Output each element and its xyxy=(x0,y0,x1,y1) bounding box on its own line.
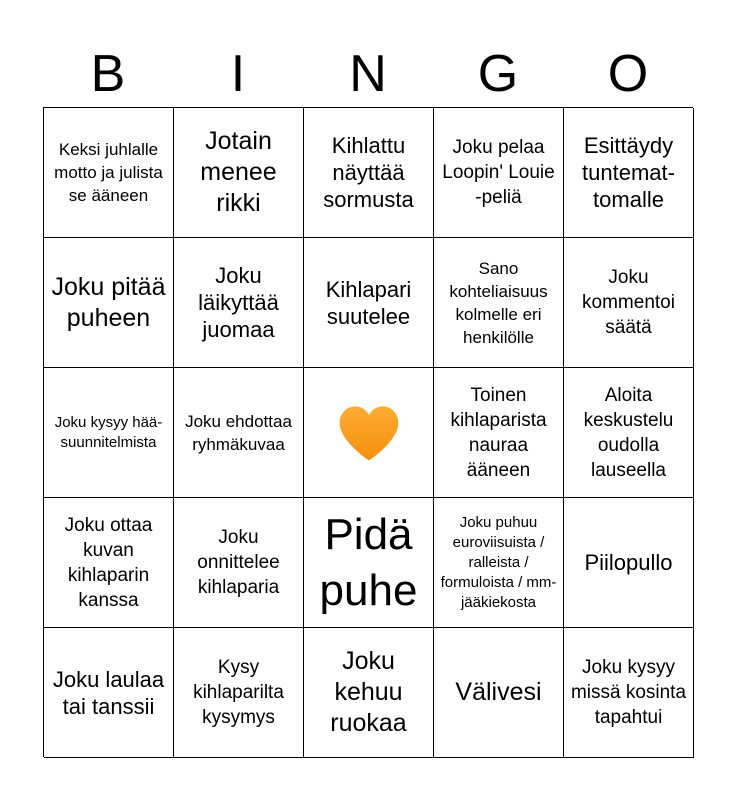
cell-text: Kihlapari suutelee xyxy=(325,276,412,329)
cell-text: Joku kommentoi säätä xyxy=(582,267,675,338)
header-letter-b: B xyxy=(90,45,126,103)
bingo-cell-r5-c2[interactable] xyxy=(174,628,304,758)
header-letter-i: I xyxy=(230,45,246,103)
bingo-cell-r2-c4[interactable] xyxy=(434,238,564,368)
bingo-cell-r4-c3[interactable] xyxy=(304,498,434,628)
bingo-cell-r1-c2[interactable] xyxy=(174,108,304,238)
bingo-cell-r4-c4[interactable] xyxy=(434,498,564,628)
bingo-cell-r5-c5[interactable] xyxy=(564,628,694,758)
orange-heart-icon xyxy=(336,403,402,463)
cell-text: Joku pelaa Loopin' Louie -peliä xyxy=(442,137,555,208)
bingo-cell-r3-c1[interactable] xyxy=(44,368,174,498)
cell-text: Joku puhuu euroviisuista / ralleista / formuloista / mm-jääkiekosta xyxy=(440,513,557,611)
bingo-cell-r5-c1[interactable] xyxy=(44,628,174,758)
cell-text: Joku kehuu ruokaa xyxy=(330,647,407,737)
bingo-cell-r4-c5[interactable] xyxy=(564,498,694,628)
cell-text: Joku pitää puheen xyxy=(51,272,166,332)
cell-text: Piilopullo xyxy=(584,550,673,575)
bingo-grid xyxy=(43,107,693,757)
cell-text: Toinen kihlaparista nauraa ääneen xyxy=(450,384,547,481)
bingo-cell-r1-c5[interactable] xyxy=(564,108,694,238)
bingo-header xyxy=(43,40,693,108)
bingo-cell-r2-c5[interactable] xyxy=(564,238,694,368)
bingo-cell-r1-c4[interactable] xyxy=(434,108,564,238)
bingo-cell-r2-c2[interactable] xyxy=(174,238,304,368)
bingo-cell-r3-c2[interactable] xyxy=(174,368,304,498)
cell-text: Jotain menee rikki xyxy=(200,127,277,217)
cell-text: Kysy kihlaparilta kysymys xyxy=(193,657,284,728)
cell-text: Joku kysyy hää-suunnitelmista xyxy=(54,413,163,451)
cell-text: Joku ehdottaa ryhmäkuvaa xyxy=(185,411,292,454)
bingo-cell-r2-c3[interactable] xyxy=(304,238,434,368)
header-letter-n: N xyxy=(349,45,387,103)
bingo-cell-r3-c5[interactable] xyxy=(564,368,694,498)
bingo-cell-r5-c4[interactable] xyxy=(434,628,564,758)
bingo-cell-r2-c1[interactable] xyxy=(44,238,174,368)
bingo-cell-r3-c4[interactable] xyxy=(434,368,564,498)
bingo-cell-free[interactable] xyxy=(304,368,434,498)
cell-text: Esittäydy tuntemat-tomalle xyxy=(582,133,675,212)
bingo-cell-r1-c3[interactable] xyxy=(304,108,434,238)
bingo-cell-r1-c1[interactable] xyxy=(44,108,174,238)
cell-text: Joku läikyttää juomaa xyxy=(198,263,279,342)
bingo-cell-r4-c1[interactable] xyxy=(44,498,174,628)
header-letter-o: O xyxy=(607,45,649,103)
cell-text: Joku kysyy missä kosinta tapahtui xyxy=(570,657,687,728)
header-letter-g: G xyxy=(477,45,519,103)
cell-text: Joku laulaa tai tanssii xyxy=(52,666,165,719)
bingo-cell-r5-c3[interactable] xyxy=(304,628,434,758)
bingo-cell-r4-c2[interactable] xyxy=(174,498,304,628)
cell-text: Aloita keskustelu oudolla lauseella xyxy=(583,384,674,481)
cell-text: Joku ottaa kuvan kihlaparin kanssa xyxy=(64,514,153,611)
cell-text: Joku onnittelee kihlaparia xyxy=(197,527,280,598)
cell-text: Pidä puhe xyxy=(319,509,418,615)
cell-text: Keksi juhlalle motto ja julista se ääneen xyxy=(54,140,163,205)
cell-text: Sano kohteliaisuus kolmelle eri henkilölle xyxy=(449,258,548,347)
cell-text: Kihlattu näyttää sormusta xyxy=(323,133,414,212)
cell-text: Välivesi xyxy=(455,678,542,706)
